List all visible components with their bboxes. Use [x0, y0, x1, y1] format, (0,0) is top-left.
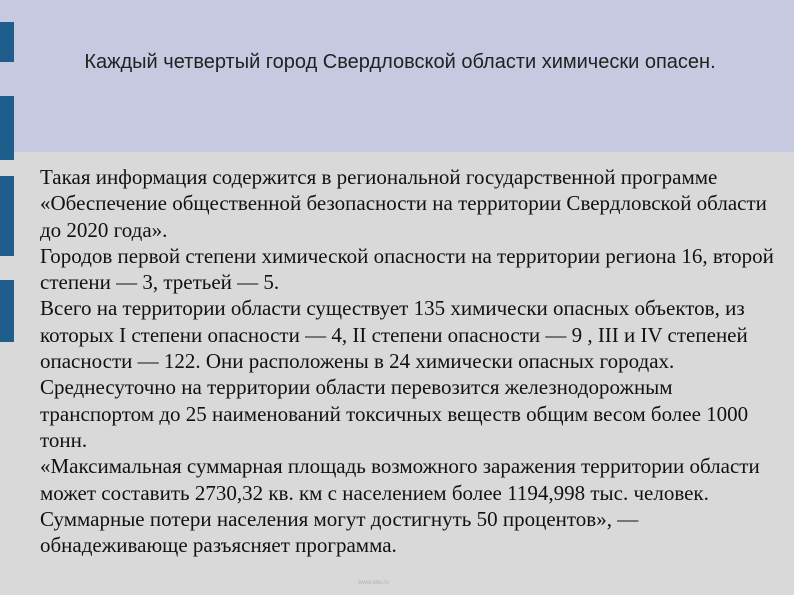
- paragraph: «Максимальная суммарная площадь возможного заражения территории области может составить 2730,32 кв. км с населением более 1194,998 тыс. человек. Суммарные потери населения могут достигнуть 50 процентов», — обнадеживающе разъясняет программа.: [40, 454, 760, 558]
- accent-bar: [0, 280, 14, 342]
- paragraph: Такая информация содержится в региональной государственной программе «Обеспечение общественной безопасности на территории Свердловской области до 2020 года».: [40, 165, 767, 242]
- watermark: www.site.ru: [358, 580, 389, 586]
- accent-bar: [0, 176, 14, 256]
- paragraph: Всего на территории области существует 135 химически опасных объектов, из которых I степени опасности — 4, II степени опасности — 9 , III и IV степеней опасности — 122. Они расположены в 24 химически опасных городах. Среднесуточно на территории области перевозится железнодорожным транспортом до 25 наименований токсичных веществ общим весом более 1000 тонн.: [40, 296, 749, 452]
- paragraph: Городов первой степени химической опасности на территории региона 16, второй степени — 3, третьей — 5.: [40, 243, 774, 295]
- accent-bar: [0, 22, 14, 62]
- accent-bar: [0, 96, 14, 160]
- header-panel: [0, 0, 794, 152]
- slide-title: Каждый четвертый город Свердловской области химически опасен.: [84, 51, 716, 73]
- slide-body: [40, 164, 784, 558]
